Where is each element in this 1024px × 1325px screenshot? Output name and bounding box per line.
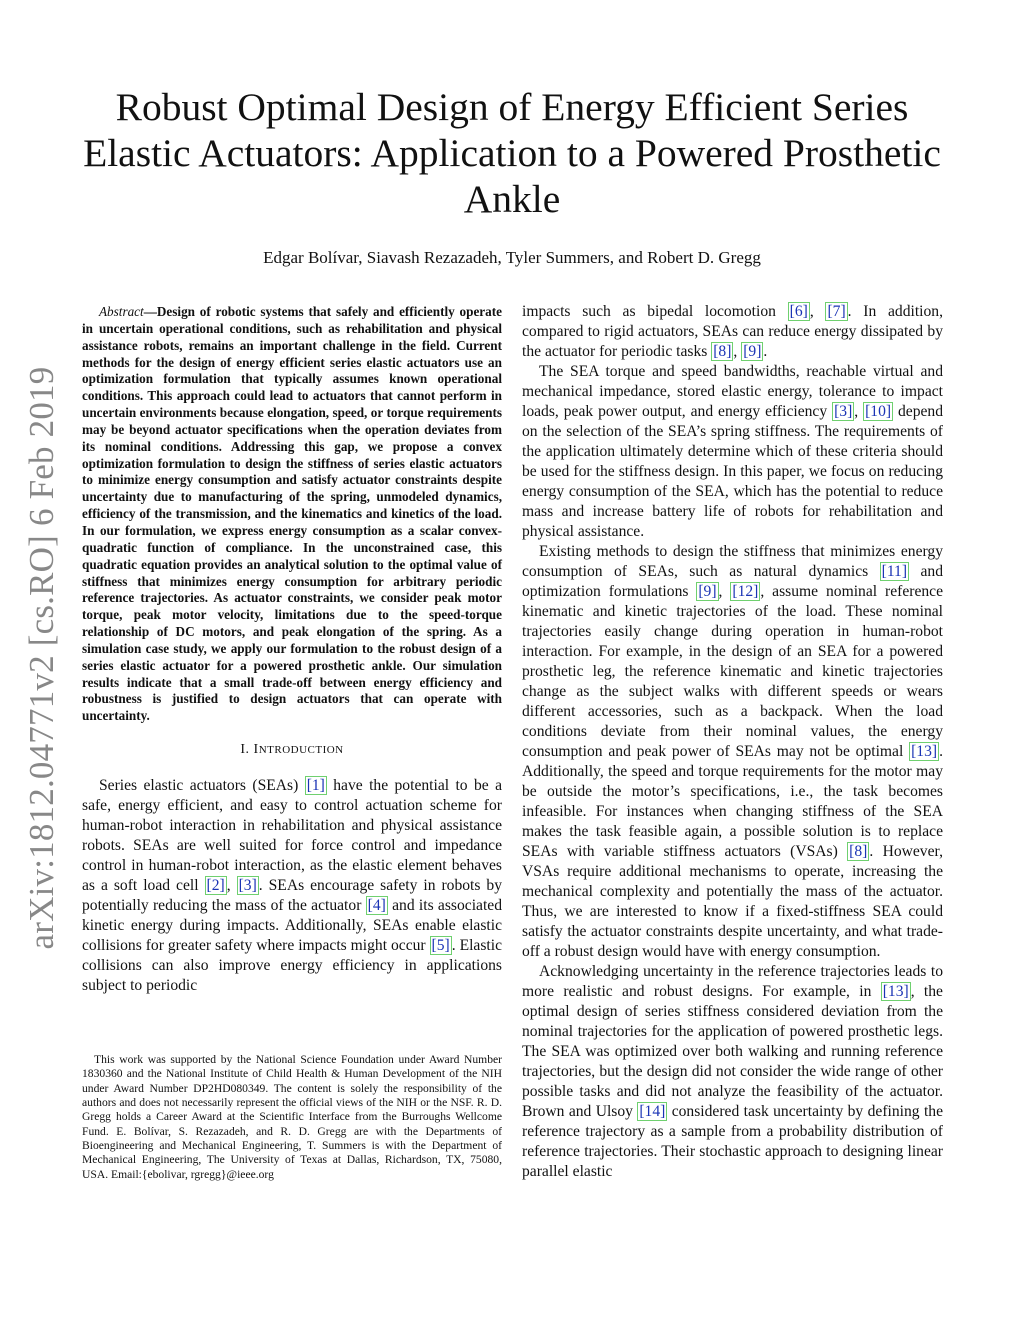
section-heading-introduction: I. INTRODUCTION [240, 742, 344, 758]
citation-link[interactable]: [1] [306, 777, 325, 795]
left-column [82, 304, 502, 996]
paper-title: Robust Optimal Design of Energy Efficient Series Elastic Actuators: Application to a Powered Prosthetic Ankle [83, 85, 941, 221]
author-list: Edgar Bolívar, Siavash Rezazadeh, Tyler Summers, and Robert D. Gregg [263, 248, 761, 267]
intro-paragraph-1-continued: impacts such as bipedal locomotion [6] , [7] . In addition, compared to rigid actuators, SEAs can reduce energy dissipated by the actuator for periodic tasks [8] , [9] . [522, 303, 943, 360]
citation-link[interactable]: [13] [911, 743, 938, 760]
intro-paragraph-1: Series elastic actuators (SEAs) [1] have the potential to be a safe, energy efficient, and easy to control actuation scheme for human-robot interaction in rehabilitation and physical assistance robots. SEAs are well suited for force control and impedance control in human-robot interaction, as the elastic element behaves as a soft load cell [2] , [3] . SEAs encourage safety in robots by potentially reducing the mass of the actuator [4] and its associated kinetic energy during impacts. Additionally, SEAs enable elastic collisions for greater safety where impacts might occur [5] . Elastic collisions can also improve energy efficiency in applications subject to periodic [82, 777, 503, 995]
abstract-text: Design of robotic systems that safely and efficiently operate in uncertain operational conditions, such as rehabilitation and physical assistance robots, remains an important challenge in the field. Current methods for the design of energy efficient series elastic actuators use an optimization formulation that typically assumes known operational conditions. This approach could lead to actuators that cannot perform in uncertain environments because elongation, speed, or torque requirements may be beyond actuator specifications when the operation deviates from its nominal conditions. Addressing this gap, we propose a convex optimization formulation to design the stiffness of series elastic actuators to minimize energy consumption and satisfy actuator constraints despite uncertainty due to manufacturing of the spring, unmodeled dynamics, efficiency of the transmission, and the kinematics and kinetics of the load. In our formulation, we express energy consumption as a scalar convex-quadratic function of compliance. In the unconstrained case, this quadratic equation provides an analytical solution to the optimal value of stiffness that minimizes energy consumption for arbitrary periodic reference trajectories. As actuator constraints, we consider peak motor torque, peak motor velocity, limitations due to the speed-torque relationship of DC motors, and peak elongation of the spring. As a simulation case study, we apply our formulation to the robust design of a series elastic actuator for a powered prosthetic ankle. Our simulation results indicate that a small trade-off between energy efficiency and robustness is justified to design actuators that can operate with uncertainty. [82, 304, 502, 724]
funding-footnote: This work was supported by the National Science Foundation under Award Number 1830360 and the National Institute of Child Health & Human Development of the NIH under Award Number DP2HD080349. The content is solely the responsibility of the authors and does not necessarily represent the official views of the NIH or the NSF. R. D. Gregg holds a Career Award at the Scientific Interface from the Burroughs Wellcome Fund. E. Bolívar, S. Rezazadeh, and R. D. Gregg are with the Departments of Bioengineering and Mechanical Engineering, T. Summers is with the Department of Mechanical Engineering, The University of Texas at Dallas, Richardson, TX, 75080, USA. Email:{ebolivar, rgregg}@ieee.org [82, 1053, 502, 1181]
citation-link[interactable]: [13] [882, 983, 909, 1000]
abstract [82, 304, 502, 725]
citation-link[interactable]: [2] [206, 877, 225, 895]
abstract-label: Abstract [99, 304, 144, 319]
citation-link[interactable]: [4] [367, 897, 386, 915]
abstract-dash: — [143, 304, 157, 319]
citation-link[interactable]: [9] [743, 343, 762, 360]
citation-link[interactable]: [9] [698, 583, 717, 600]
citation-link[interactable]: [3] [238, 877, 257, 895]
citation-link[interactable]: [12] [732, 583, 759, 600]
citation-link[interactable]: [8] [849, 843, 868, 860]
intro-paragraph-2: The SEA torque and speed bandwidths, reachable virtual and mechanical impedance, stored elastic energy, tolerance to impact loads, peak power output, and energy efficiency [3] , [10] depend on the selection of the SEA’s spring stiffness. The requirements of the application ultimately determine which of these criteria should be used for the stiffness design. In this paper, we focus on reducing energy consumption of the SEA, which has the potential to reduce mass and increase battery life of robots for rehabilitation and physical assistance. [522, 363, 944, 540]
citation-link[interactable]: [14] [639, 1103, 666, 1120]
citation-link[interactable]: [6] [789, 303, 808, 320]
citation-link[interactable]: [8] [713, 343, 732, 360]
intro-paragraph-3: Existing methods to design the stiffness that minimizes energy consumption of SEAs, such as natural dynamics [11] and optimization formulations [9] , [12] , assume nominal reference kinematic and kinetic trajectories of the load. These nominal trajectories easily change during operation in human-robot interaction. For example, in the design of an SEA for a powered prosthetic leg, the reference kinematic and kinetic trajectories change as the subject walks with different speeds or wears different accessories, such as a backpack. When the load conditions deviate from their nominal values, the energy consumption and peak power of SEAs may not be optimal [13] . Additionally, the speed and torque requirements for the motor may be outside the motor’s specifications, i.e., the task becomes infeasible. For instances when changing stiffness of the SEA makes the task feasible again, a possible solution is to replace SEAs with variable stiffness actuators (VSAs) [8] . However, VSAs require additional mechanisms to operate, increasing the mechanical complexity and potentially the mass of the actuator. Thus, we are interested to know if a fixed-stiffness SEA could satisfy the actuator constraints despite uncertainty, and what trade-off a robust design would have with energy consumption. [522, 543, 944, 960]
intro-paragraph-4: Acknowledging uncertainty in the reference trajectories leads to more realistic and robust designs. For example, in [13] , the optimal design of series stiffness considered deviation from the nominal trajectories for the application of powered prosthetic legs. The SEA was optimized over both walking and running reference trajectories, but the design did not consider the wide range of other possible tasks and did not analyze the feasibility of the actuator. Brown and Ulsoy [14] considered task uncertainty by defining the reference trajectory as a sample from a probability distribution of reference trajectories. Their stochastic approach to designing linear parallel elastic [522, 963, 943, 1180]
right-column [522, 302, 943, 1182]
arxiv-sidebar [14, 358, 70, 958]
citation-link[interactable]: [10] [865, 403, 892, 420]
arxiv-identifier: arXiv:1812.04771v2 [cs.RO] 6 Feb 2019 [22, 366, 61, 950]
citation-link[interactable]: [3] [834, 403, 853, 420]
citation-link[interactable]: [11] [881, 563, 908, 580]
citation-link[interactable]: [7] [827, 303, 846, 320]
citation-link[interactable]: [5] [431, 937, 450, 955]
